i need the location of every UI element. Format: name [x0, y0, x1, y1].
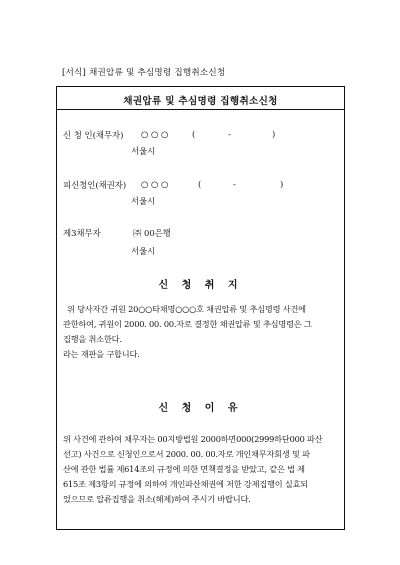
reason-line: 었으므로 압류집행을 취소(해제)하여 주시기 바랍니다.: [63, 494, 251, 504]
respondent-id-dash: -: [233, 179, 236, 189]
reason-line: 615조 제3항의 규정에 의하여 개인파산채권에 저한 강제집행이 실효되: [63, 479, 309, 489]
third-debtor-name: ㈜ 00은행: [133, 228, 171, 238]
reason-heading: 신 청 이 유: [158, 403, 243, 414]
third-debtor-label: 제3채무자: [63, 228, 101, 238]
applicant-name: ○ ○ ○: [141, 129, 169, 139]
reason-line: 선고) 사건으로 신청인으로서 2000. 00. 00.자로 개인채무자회생 및 파: [63, 449, 310, 459]
purpose-line: 위 당사자간 귀원 20○○타채명○○○호 채권압류 및 추심명령 사건에: [67, 304, 306, 314]
applicant-id-close: ): [272, 129, 276, 139]
form-caption: [서식] 채권압류 및 추심명령 집행취소신청: [62, 68, 226, 78]
applicant-id-dash: -: [228, 129, 231, 139]
respondent-id-close: ): [280, 179, 284, 189]
reason-line: 위 사건에 관하여 채무자는 00지방법원 2000하면000(2999하단000 파산: [63, 434, 323, 444]
third-debtor-address: 서울시: [131, 246, 156, 256]
purpose-paragraph: [63, 302, 339, 362]
applicant-id-open: (: [192, 129, 196, 139]
document-title: 채권압류 및 추심명령 집행취소신청: [123, 96, 278, 107]
document-frame: [56, 86, 345, 530]
reason-line: 산에 관한 법률 제614조의 규정에 의한 면책결정을 받았고, 같은 법 제: [63, 464, 305, 474]
title-divider: [57, 109, 344, 110]
purpose-closing: 라는 재판을 구합니다.: [63, 349, 140, 359]
respondent-id-open: (: [198, 179, 202, 189]
purpose-heading: 신 청 취 지: [158, 280, 243, 291]
applicant-address: 서울시: [131, 146, 156, 156]
respondent-name: ○ ○ ○: [141, 179, 169, 189]
respondent-label: 피신청인(채권자): [63, 180, 127, 190]
purpose-line: 집행을 취소한다.: [63, 334, 122, 344]
reason-paragraph: [63, 432, 339, 507]
respondent-address: 서울시: [131, 196, 156, 206]
purpose-line: 관한하여, 귀원이 2000. 00. 00.자로 결정한 채권압류 및 추심명령은 그: [63, 319, 312, 329]
applicant-label: 신 청 인(채무자): [63, 130, 124, 140]
